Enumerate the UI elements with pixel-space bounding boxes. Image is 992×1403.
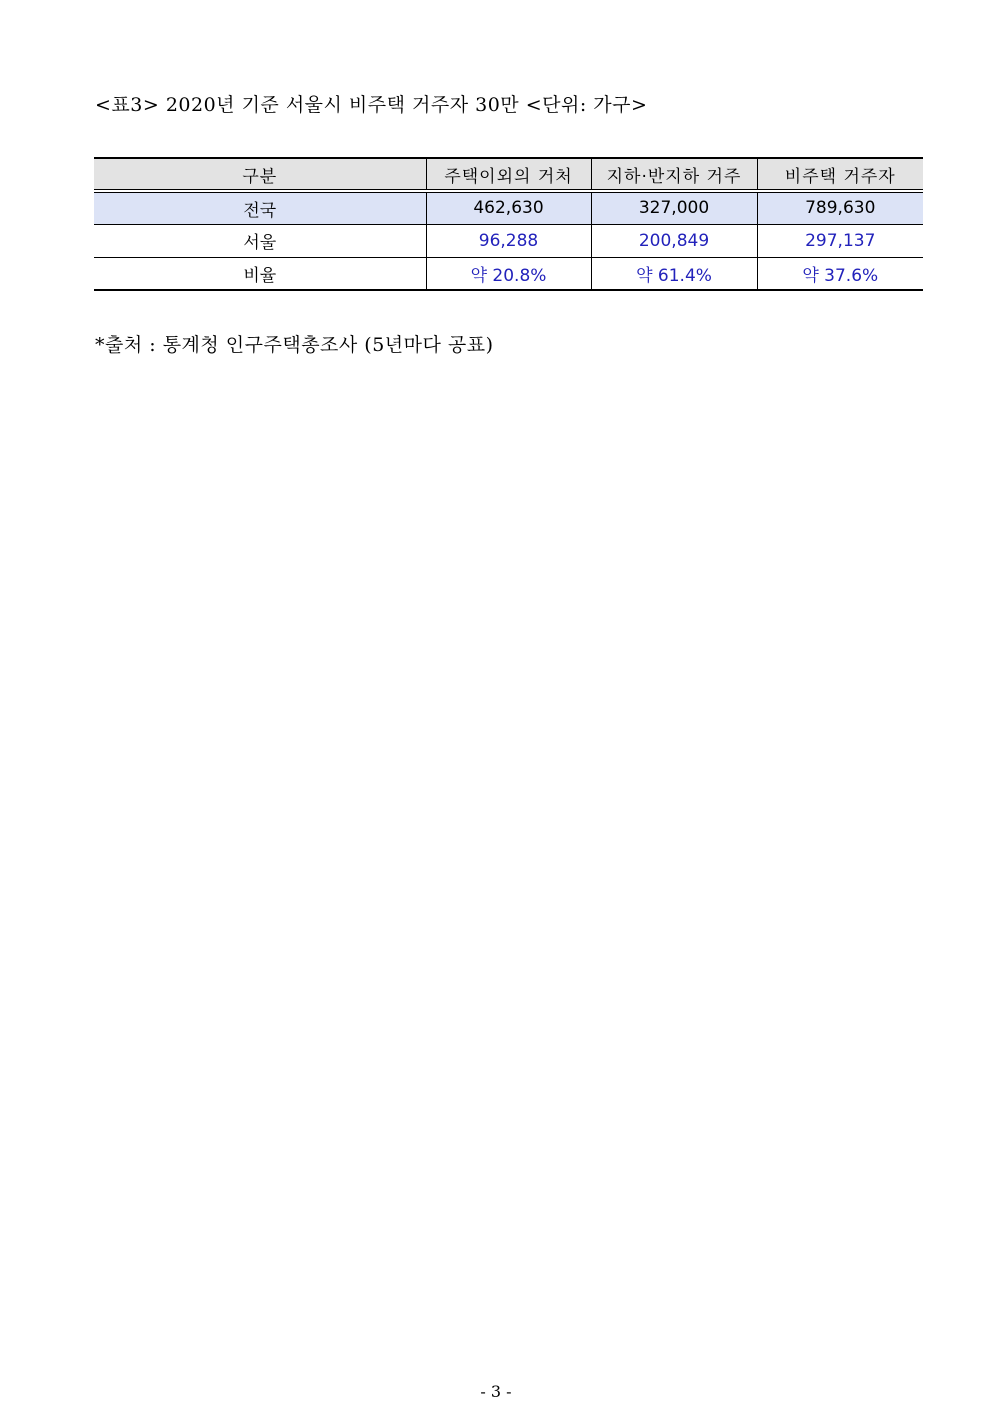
table-cell: 약 20.8% [426, 257, 591, 290]
table-cell: 297,137 [757, 224, 923, 257]
header-non-housing-residents: 비주택 거주자 [757, 158, 923, 191]
source-note: *출처 : 통계청 인구주택총조사 (5년마다 공표) [95, 334, 494, 356]
table-row-ratio [94, 257, 923, 290]
table-row-seoul [94, 224, 923, 257]
table-row-national [94, 191, 923, 224]
row-label: 서울 [94, 224, 426, 257]
table-cell: 462,630 [426, 191, 591, 224]
header-basement-residence: 지하·반지하 거주 [591, 158, 757, 191]
table-cell: 327,000 [591, 191, 757, 224]
row-label: 비율 [94, 257, 426, 290]
header-category: 구분 [94, 158, 426, 191]
housing-statistics-table [94, 157, 923, 291]
table-cell: 200,849 [591, 224, 757, 257]
table-caption: <표3> 2020년 기준 서울시 비주택 거주자 30만 <단위: 가구> [95, 94, 648, 116]
table-header-row [94, 158, 923, 191]
table-cell: 약 37.6% [757, 257, 923, 290]
header-non-housing-dwelling: 주택이외의 거처 [426, 158, 591, 191]
table-cell: 96,288 [426, 224, 591, 257]
row-label: 전국 [94, 191, 426, 224]
page-number: - 3 - [480, 1382, 512, 1401]
table-cell: 789,630 [757, 191, 923, 224]
table-cell: 약 61.4% [591, 257, 757, 290]
